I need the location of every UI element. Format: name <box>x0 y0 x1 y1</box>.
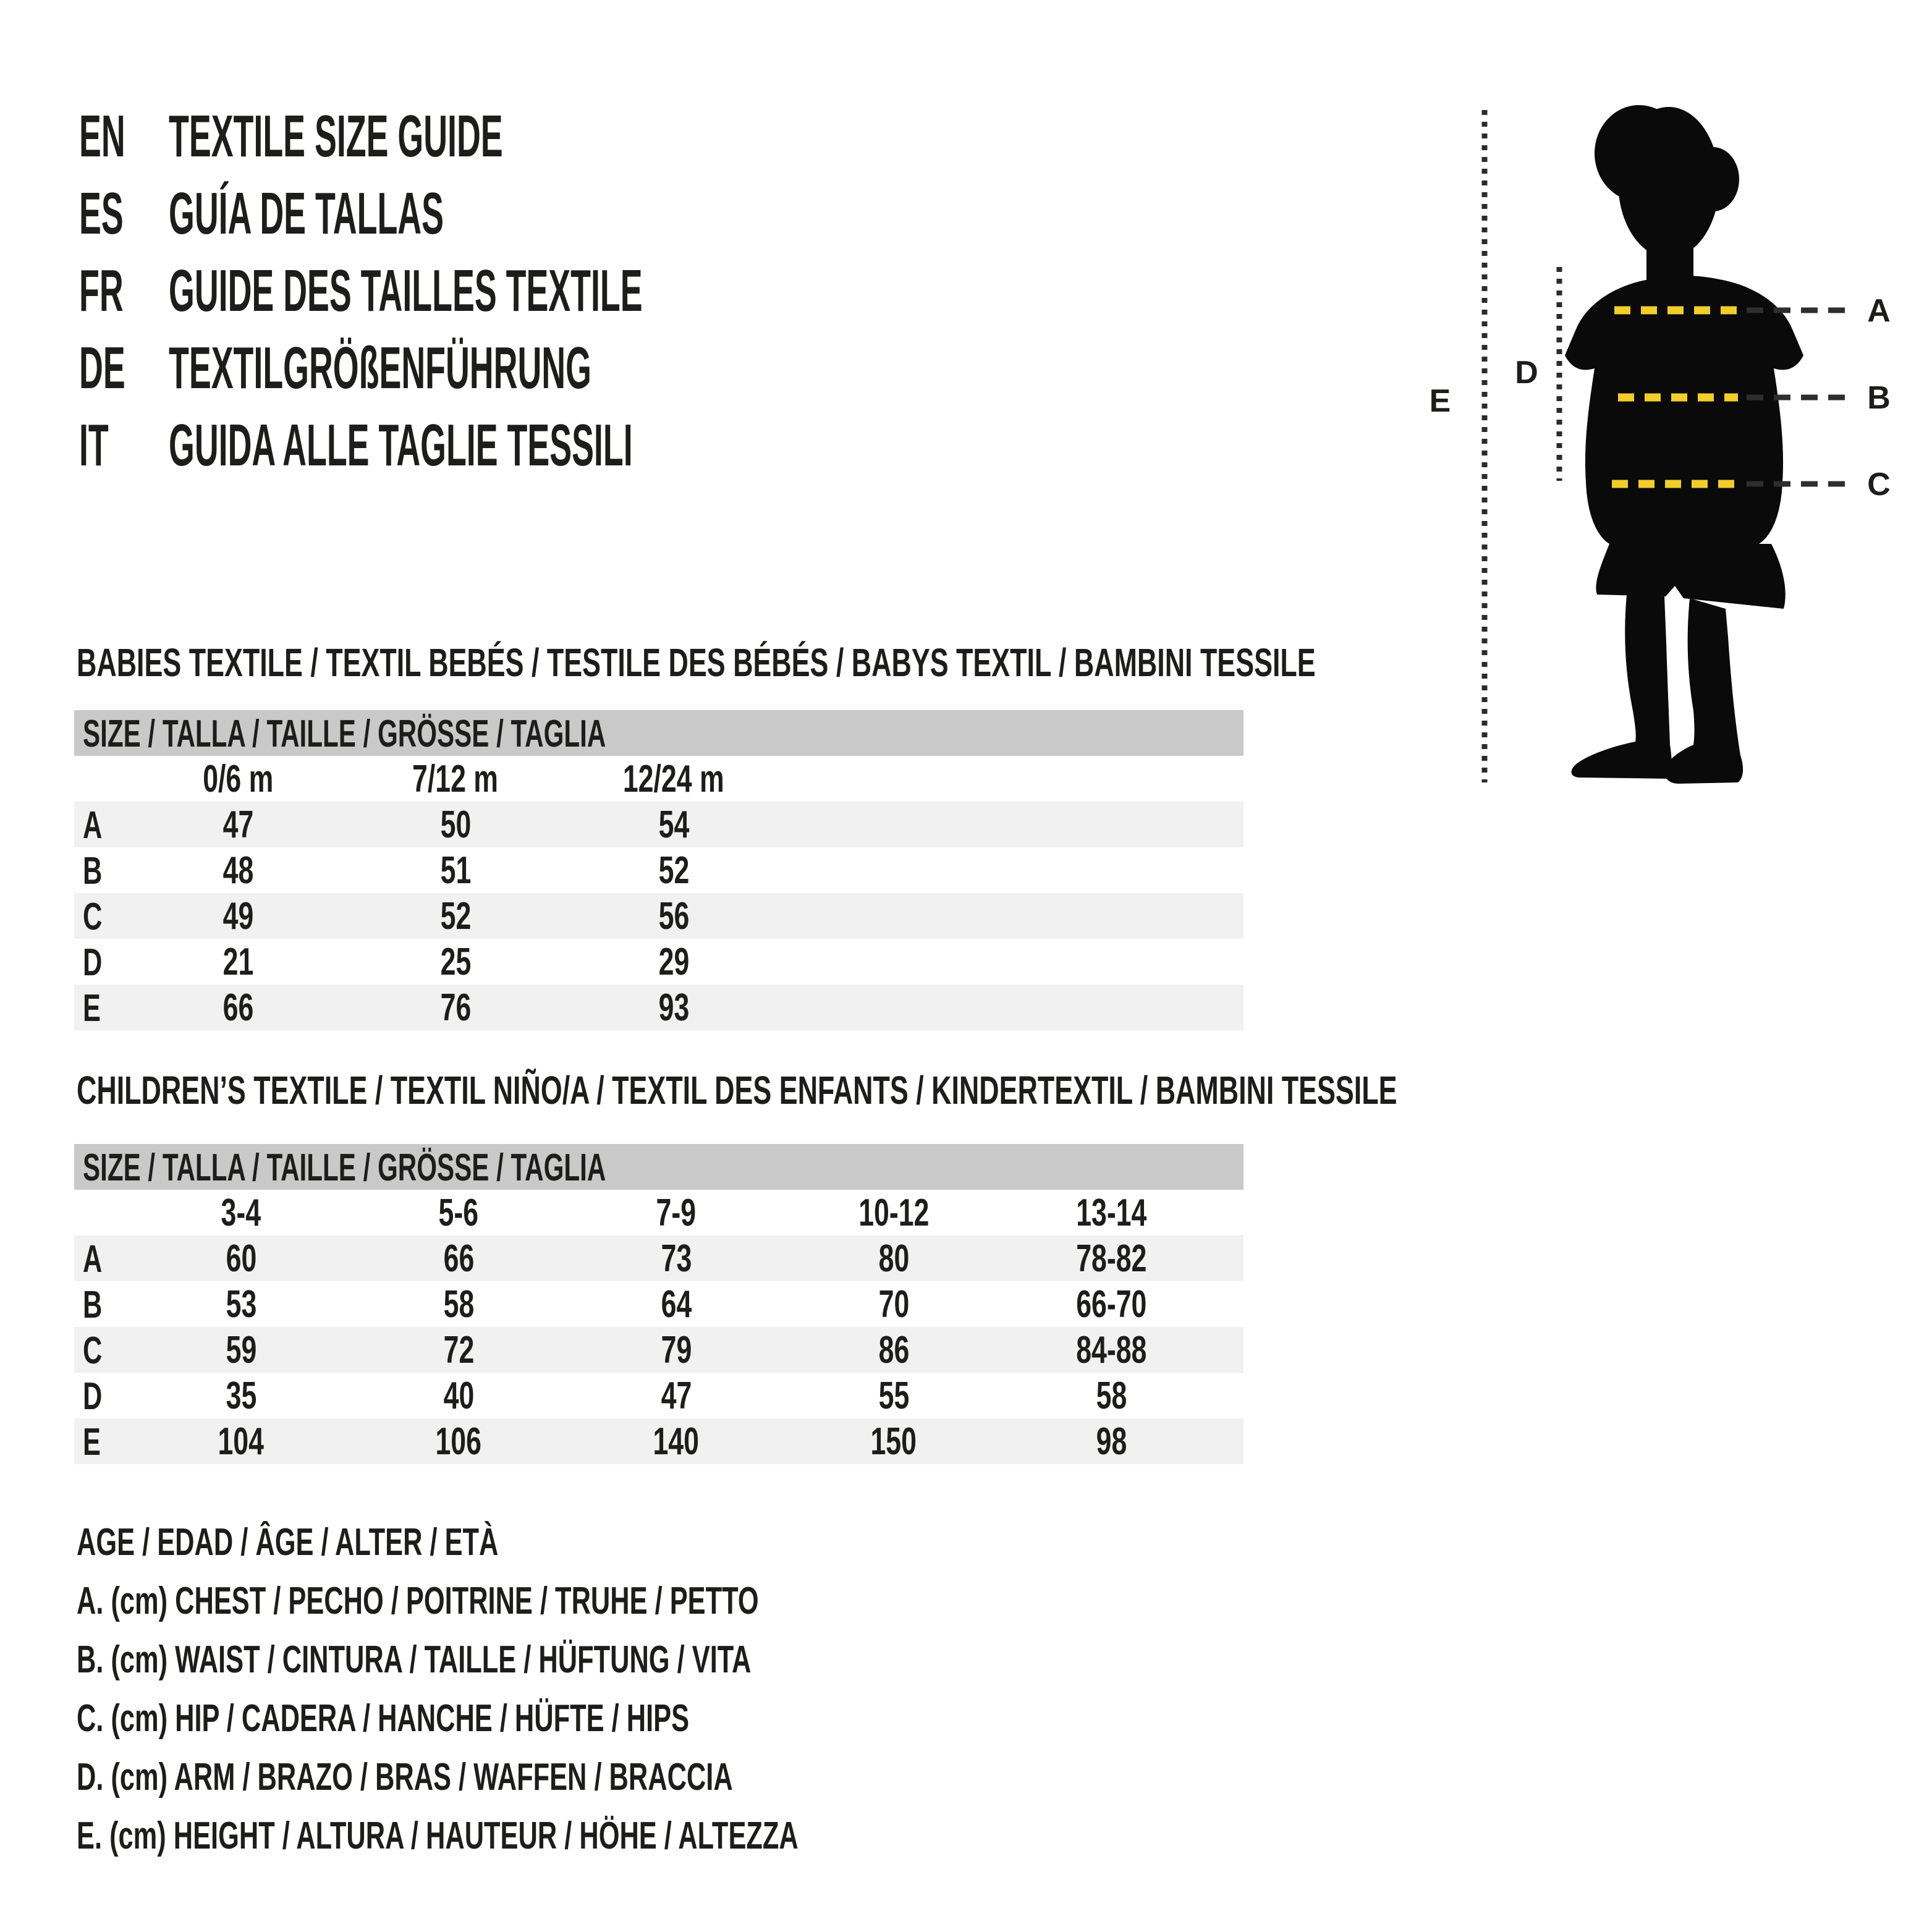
table-row: D 21 25 29 <box>83 941 689 984</box>
table-row: B 53 58 64 70 66-70 <box>83 1283 1147 1326</box>
children-col-7-9: 7-9 <box>656 1192 697 1234</box>
lang-code-fr: FR <box>79 258 124 324</box>
children-col-10-12: 10-12 <box>858 1192 930 1234</box>
measurement-diagram <box>1409 87 1932 803</box>
children-col-5-6: 5-6 <box>438 1192 479 1234</box>
legend-age: AGE / EDAD / ÂGE / ALTER / ETÀ <box>77 1521 499 1564</box>
children-col-13-14: 13-14 <box>1075 1192 1147 1234</box>
lang-title-de: TEXTILGRÖßENFÜHRUNG <box>169 335 591 401</box>
table-row: B 48 51 52 <box>83 849 689 892</box>
figure-label-b: B <box>1867 380 1891 416</box>
lang-title-es: GUÍA DE TALLAS <box>169 180 444 247</box>
babies-section-title: BABIES TEXTILE / TEXTIL BEBÉS / TESTILE DES BÉBÉS / BABYS TEXTIL / BAMBINI TESSILE <box>77 640 1316 685</box>
babies-col-7-12m: 7/12 m <box>412 758 499 800</box>
lang-title-en: TEXTILE SIZE GUIDE <box>169 103 503 169</box>
table-row: E 104 106 140 150 98 <box>74 1418 1244 1464</box>
babies-col-12-24m: 12/24 m <box>623 758 724 800</box>
table-row: E 66 76 93 <box>74 985 1244 1030</box>
figure-label-c: C <box>1867 467 1891 502</box>
lang-code-en: EN <box>79 103 125 169</box>
legend-chest: A. (cm) CHEST / PECHO / POITRINE / TRUHE / PETTO <box>77 1580 759 1622</box>
legend-arm: D. (cm) ARM / BRAZO / BRAS / WAFFEN / BRACCIA <box>77 1756 733 1799</box>
figure-label-e: E <box>1429 383 1451 419</box>
children-size-header: SIZE / TALLA / TAILLE / GRÖSSE / TAGLIA <box>83 1146 606 1189</box>
babies-table-header-bar <box>74 710 1244 756</box>
children-col-3-4: 3-4 <box>221 1192 261 1234</box>
legend-waist: B. (cm) WAIST / CINTURA / TAILLE / HÜFTUNG / VITA <box>77 1638 752 1681</box>
table-row: A 47 50 54 <box>74 802 1244 847</box>
table-row: C 59 72 79 86 84-88 <box>74 1327 1244 1373</box>
table-row: A 60 66 73 80 78-82 <box>74 1235 1244 1281</box>
figure-label-d: D <box>1515 355 1538 391</box>
lang-code-it: IT <box>79 412 109 478</box>
babies-col-0-6m: 0/6 m <box>202 758 274 800</box>
children-table-header-bar <box>74 1144 1244 1190</box>
children-section-title: CHILDREN’S TEXTILE / TEXTIL NIÑO/A / TEXTIL DES ENFANTS / KINDERTEXTIL / BAMBINI TESSILE <box>77 1068 1397 1112</box>
table-row: C 49 52 56 <box>74 893 1244 939</box>
table-row: D 35 40 47 55 58 <box>83 1375 1127 1418</box>
legend-hip: C. (cm) HIP / CADERA / HANCHE / HÜFTE / HIPS <box>77 1697 690 1740</box>
lang-title-it: GUIDA ALLE TAGLIE TESSILI <box>169 412 633 478</box>
legend-height: E. (cm) HEIGHT / ALTURA / HAUTEUR / HÖHE / ALTEZZA <box>77 1815 799 1857</box>
figure-label-a: A <box>1867 293 1891 329</box>
lang-title-fr: GUIDE DES TAILLES TEXTILE <box>169 258 643 324</box>
lang-code-es: ES <box>79 180 124 247</box>
babies-size-header: SIZE / TALLA / TAILLE / GRÖSSE / TAGLIA <box>83 713 606 755</box>
lang-code-de: DE <box>79 335 125 401</box>
